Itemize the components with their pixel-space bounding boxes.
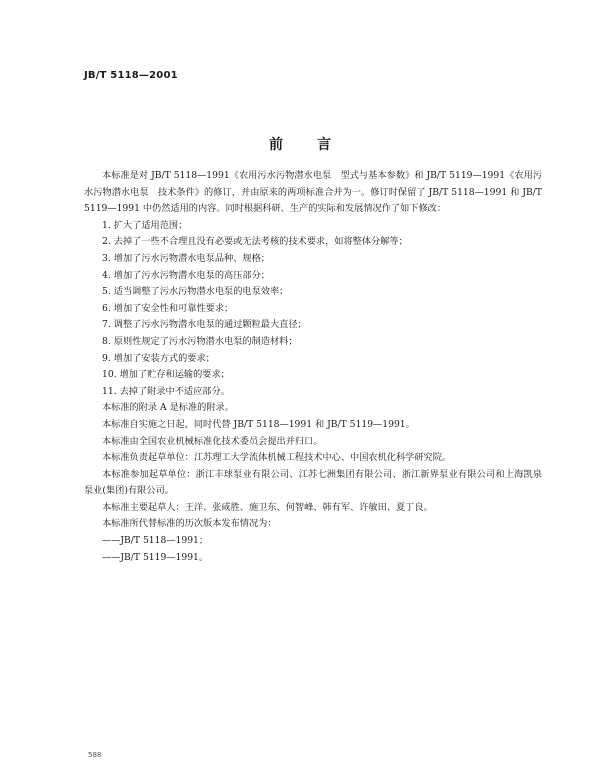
page-title: 前言 xyxy=(269,137,365,153)
change-item: 8. 原则性规定了污水污物潜水电泵的制造材料； xyxy=(102,335,298,347)
change-item: 5. 适当调整了污水污物潜水电泵的电泵效率； xyxy=(102,286,289,298)
change-item: 1. 扩大了适用范围； xyxy=(102,219,188,231)
change-item: 6. 增加了安全性和可靠性要求； xyxy=(102,302,234,314)
history-item: ——JB/T 5118—1991； xyxy=(102,535,209,547)
main-authors-note: 本标准主要起草人：王洋、张咸胜、施卫东、何智峰、韩有军、许敏田、夏丁良。 xyxy=(102,501,433,513)
page-number: 588 xyxy=(88,751,102,759)
participating-drafters-note: 本标准参加起草单位：浙江丰球泵业有限公司、江苏七洲集团有限公司、浙江新界泵业有限公司和上海凯泉泵业(集团)有限公司。 xyxy=(84,468,542,497)
history-item: ——JB/T 5119—1991。 xyxy=(102,551,209,563)
history-intro: 本标准所代替标准的历次版本发布情况为： xyxy=(102,518,277,530)
change-item: 11. 去掉了附录中不适应部分。 xyxy=(102,385,230,397)
change-item: 4. 增加了污水污物潜水电泵的高压部分； xyxy=(102,269,270,281)
replacement-note: 本标准自实施之日起，同时代替 JB/T 5118—1991 和 JB/T 5119—1991。 xyxy=(102,418,415,430)
change-item: 9. 增加了安装方式的要求； xyxy=(102,352,215,364)
proposer-note: 本标准由全国农业机械标准化技术委员会提出并归口。 xyxy=(102,435,323,447)
standard-code: JB/T 5118—2001 xyxy=(84,70,178,81)
change-item: 2. 去掉了一些不合理且没有必要或无法考核的技术要求，如将整体分解等； xyxy=(102,236,408,248)
appendix-note: 本标准的附录 A 是标准的附录。 xyxy=(102,402,234,414)
change-item: 3. 增加了污水污物潜水电泵品种、规格； xyxy=(102,252,270,264)
foreword-body xyxy=(84,168,542,566)
change-item: 7. 调整了污水污物潜水电泵的通过颗粒最大直径； xyxy=(102,319,307,331)
lead-drafter-note: 本标准负责起草单位：江苏理工大学流体机械工程技术中心、中国农机化科学研究院。 xyxy=(102,452,452,464)
change-item: 10. 增加了贮存和运输的要求； xyxy=(102,369,230,381)
intro-paragraph: 本标准是对 JB/T 5118—1991《农用污水污物潜水电泵 型式与基本参数》和 JB/T 5119—1991《农用污水污物潜水电泵 技术条件》的修订，并由原来的两项标准合并为一。修订时保留了 JB/T 5118—1991 和 JB/T 5119—1991 中仍然适用的内容。同时根据科研、生产的实际和发展情况作了如下修改： xyxy=(84,170,542,215)
